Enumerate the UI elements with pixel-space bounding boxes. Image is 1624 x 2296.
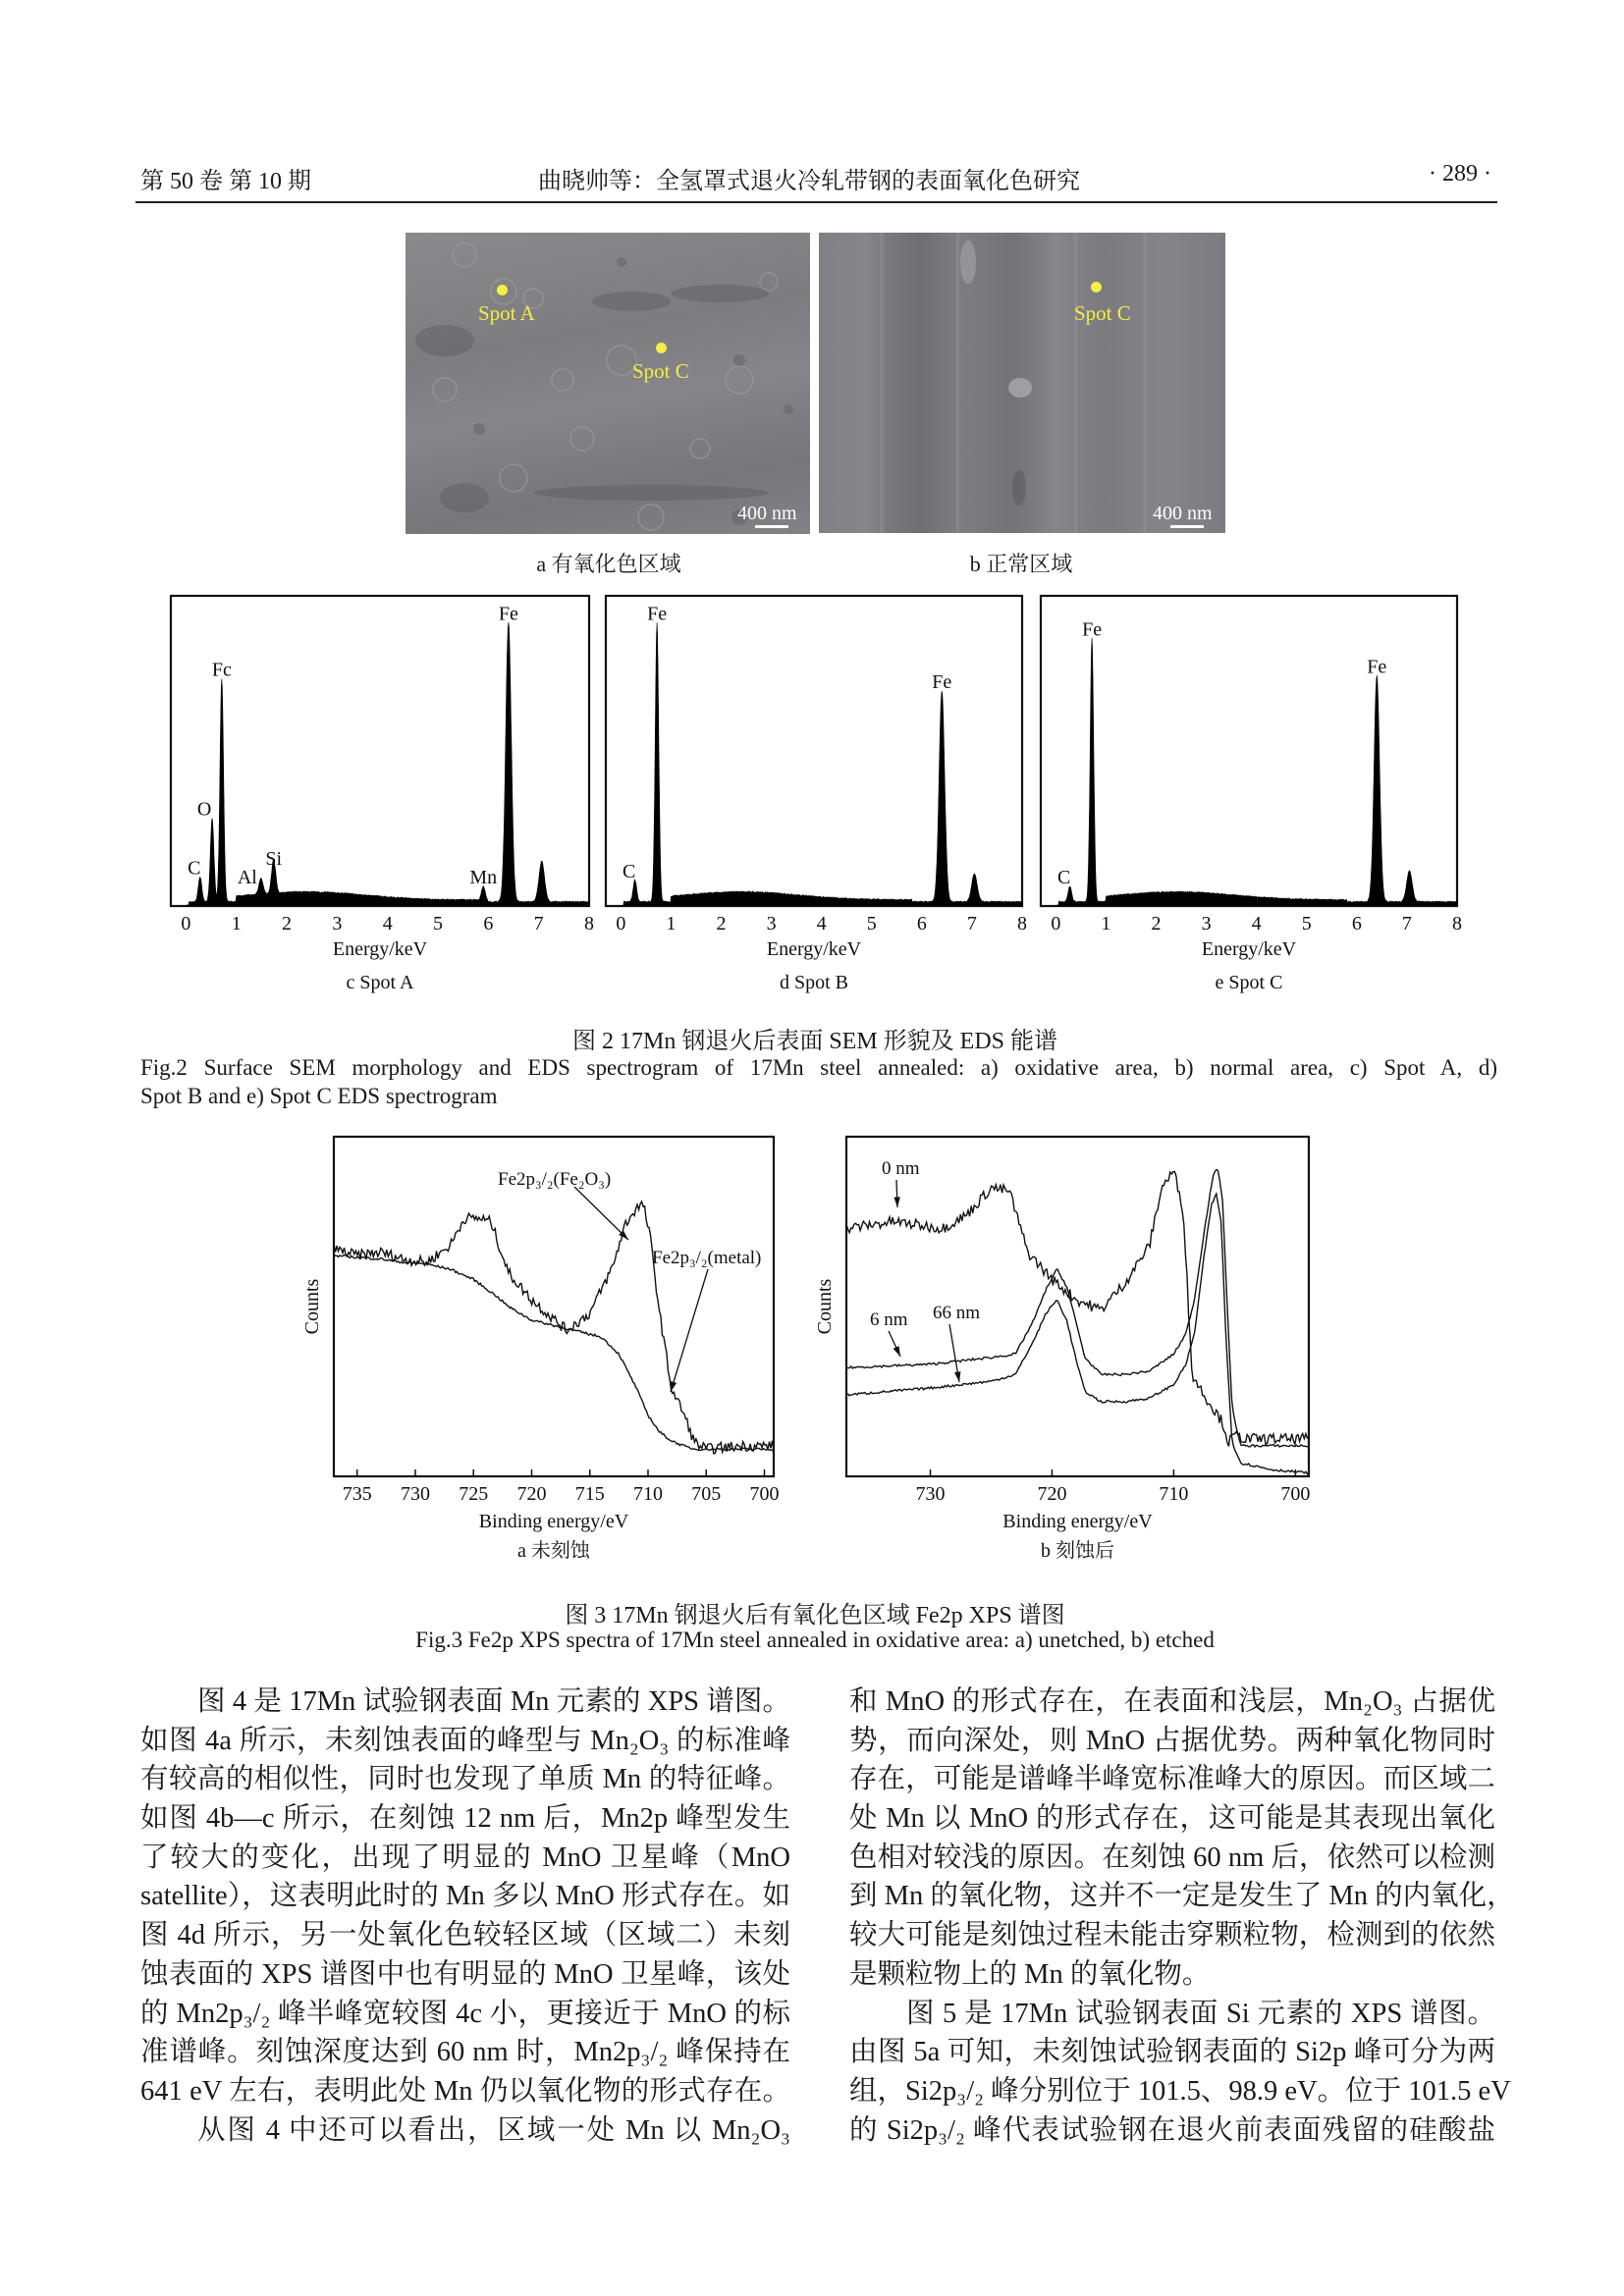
series-line-66-nm xyxy=(846,1194,1309,1474)
body-line: 和 MnO 的形式存在，在表面和浅层，Mn₂O₃ 占据优 xyxy=(849,1686,1495,1717)
body-line: 图 4 是 17Mn 试验钢表面 Mn 元素的 XPS 谱图。 xyxy=(197,1686,790,1717)
x-tick-label: 720 xyxy=(516,1483,547,1505)
body-line: 势，而向深处，则 MnO 占据优势。两种氧化物同时 xyxy=(849,1725,1495,1756)
plot-frame xyxy=(171,596,589,906)
peak-label: Fe xyxy=(498,603,518,625)
arrow-head xyxy=(893,1197,899,1207)
peak-label: C xyxy=(1056,867,1071,889)
x-tick-label: 700 xyxy=(749,1483,780,1505)
spectrum-area xyxy=(1056,638,1457,906)
x-tick-label: 4 xyxy=(816,913,827,934)
x-tick-label: 720 xyxy=(1037,1483,1067,1505)
body-line: 从图 4 中还可以看出，区域一处 Mn 以 Mn₂O₃ xyxy=(197,2114,790,2146)
x-tick-label: 0 xyxy=(1051,913,1061,934)
x-tick-label: 0 xyxy=(616,913,626,934)
body-line: 的 Si2p₃/₂ 峰代表试验钢在退火前表面残留的硅酸盐 xyxy=(849,2114,1495,2146)
x-tick-label: 730 xyxy=(400,1483,430,1505)
x-tick-label: 715 xyxy=(574,1483,605,1505)
series-line-raw xyxy=(334,1201,774,1454)
annotation-label-66nm: 66 nm xyxy=(933,1303,981,1323)
body-line: 组，Si2p₃/₂ 峰分别位于 101.5、98.9 eV。位于 101.5 eV xyxy=(849,2075,1511,2107)
annotation-label-fe2o3: Fe2p₃/₂(Fe₂O₃) xyxy=(498,1169,612,1190)
scale-bar-label: 400 nm xyxy=(737,503,797,524)
peak-label: C xyxy=(188,857,201,880)
series-line-0-nm xyxy=(846,1172,1309,1447)
page-number: · 289 · xyxy=(1429,161,1491,187)
x-tick-label: 730 xyxy=(915,1483,946,1505)
peak-label: Al xyxy=(237,867,257,889)
body-line: 较大可能是刻蚀过程未能击穿颗粒物，检测到的依然 xyxy=(849,1920,1495,1951)
figure2-caption-en-line2: Spot B and e) Spot C EDS spectrogram xyxy=(140,1084,498,1108)
x-axis-label: Binding energy/eV xyxy=(1002,1511,1153,1532)
x-tick-label: 7 xyxy=(966,913,977,934)
arrow-head xyxy=(893,1346,900,1357)
chart-caption: d Spot B xyxy=(779,972,849,993)
annotation-label-6nm: 6 nm xyxy=(870,1309,908,1330)
y-axis-label: Counts xyxy=(814,1278,836,1335)
x-tick-label: 3 xyxy=(332,913,343,934)
plot-frame xyxy=(606,596,1022,906)
eds-c-chart xyxy=(171,596,594,993)
chart-caption: b 刻蚀后 xyxy=(1041,1540,1114,1562)
figure3-caption-en: Fig.3 Fe2p XPS spectra of 17Mn steel annealed in oxidative area: a) unetched, b) etched xyxy=(415,1628,1215,1652)
series-line-6-nm xyxy=(846,1170,1309,1448)
spot-b-label: Spot C xyxy=(632,359,689,383)
spot-a-label: Spot A xyxy=(478,301,535,325)
x-tick-label: 5 xyxy=(433,913,444,934)
chart-caption: e Spot C xyxy=(1215,972,1283,993)
x-tick-label: 6 xyxy=(916,913,927,934)
running-title: 曲晓帅等：全氢罩式退火冷轧带钢的表面氧化色研究 xyxy=(538,169,1080,194)
body-line: 是颗粒物上的 Mn 的氧化物。 xyxy=(849,1958,1211,1990)
peak-label: Si xyxy=(265,848,283,871)
x-tick-label: 8 xyxy=(1452,913,1462,934)
x-tick-label: 700 xyxy=(1280,1483,1311,1505)
arrow-head xyxy=(954,1371,960,1382)
x-axis-label: Binding energy/eV xyxy=(478,1511,629,1532)
annotation-arrow xyxy=(671,1269,708,1392)
peak-label: Fe xyxy=(932,671,952,694)
peak-label: Fe xyxy=(1082,618,1103,641)
peak-label: Fe xyxy=(647,603,668,625)
sem-caption-a: a 有氧化色区域 xyxy=(536,552,681,576)
x-tick-label: 735 xyxy=(342,1483,372,1505)
spectrum-area xyxy=(186,622,589,906)
x-tick-label: 1 xyxy=(231,913,242,934)
x-tick-label: 3 xyxy=(766,913,777,934)
y-axis-label: Counts xyxy=(301,1278,323,1335)
x-axis-label: Energy/keV xyxy=(1201,938,1297,960)
peak-label: Fc xyxy=(211,659,232,681)
body-line: 由图 5a 可知，未刻蚀试验钢表面的 Si2p 峰可分为两 xyxy=(849,2037,1495,2068)
annotation-label-0nm: 0 nm xyxy=(882,1158,920,1179)
x-tick-label: 710 xyxy=(1159,1483,1189,1505)
body-column-left xyxy=(140,1682,790,2150)
xps-b-chart xyxy=(814,1137,1310,1562)
body-line: 蚀表面的 XPS 谱图中也有明显的 MnO 卫星峰，该处 xyxy=(140,1958,790,1990)
x-tick-label: 705 xyxy=(691,1483,722,1505)
x-tick-label: 2 xyxy=(282,913,293,934)
x-tick-label: 4 xyxy=(382,913,393,934)
x-tick-label: 8 xyxy=(1017,913,1027,934)
journal-volume-issue: 第 50 卷 第 10 期 xyxy=(140,169,311,194)
x-axis-label: Energy/keV xyxy=(766,938,862,960)
x-tick-label: 4 xyxy=(1251,913,1262,934)
x-tick-label: 2 xyxy=(1151,913,1162,934)
arrow-head xyxy=(671,1381,677,1392)
plot-frame xyxy=(1041,596,1457,906)
peak-label: C xyxy=(622,860,636,882)
annotation-arrow xyxy=(574,1187,628,1240)
x-tick-label: 3 xyxy=(1201,913,1212,934)
x-tick-label: 8 xyxy=(584,913,594,934)
figure3-caption-cn: 图 3 17Mn 钢退火后有氧化色区域 Fe2p XPS 谱图 xyxy=(565,1603,1065,1629)
body-line: 准谱峰。刻蚀深度达到 60 nm 时，Mn2p₃/₂ 峰保持在 xyxy=(140,2037,790,2068)
x-tick-label: 1 xyxy=(1101,913,1111,934)
chart-caption: c Spot A xyxy=(346,972,414,993)
x-tick-label: 6 xyxy=(483,913,494,934)
body-line: 图 4d 所示，另一处氧化色较轻区域（区域二）未刻 xyxy=(140,1920,790,1951)
xps-a-chart xyxy=(301,1137,780,1562)
body-line: 色相对较浅的原因。在刻蚀 60 nm 后，依然可以检测 xyxy=(849,1842,1495,1873)
body-column-right xyxy=(849,1682,1515,2150)
peak-label: Mn xyxy=(469,867,498,889)
x-tick-label: 710 xyxy=(633,1483,663,1505)
series-line-background xyxy=(334,1255,774,1450)
x-tick-label: 6 xyxy=(1351,913,1362,934)
scale-bar-label: 400 nm xyxy=(1153,503,1213,524)
x-tick-label: 2 xyxy=(716,913,727,934)
x-tick-label: 5 xyxy=(1301,913,1312,934)
figure2-caption-en-line1: Fig.2 Surface SEM morphology and EDS spectrogram of 17Mn steel annealed: a) oxidative area, b) normal area, c) Spot A, d) xyxy=(140,1055,1497,1080)
x-tick-label: 0 xyxy=(181,913,191,934)
body-line: 处 Mn 以 MnO 的形式存在，这可能是其表现出氧化 xyxy=(849,1803,1495,1835)
body-line: 有较高的相似性，同时也发现了单质 Mn 的特征峰。 xyxy=(140,1764,790,1795)
spectrum-area xyxy=(621,622,1022,906)
body-line: 的 Mn2p₃/₂ 峰半峰宽较图 4c 小，更接近于 MnO 的标 xyxy=(140,1998,790,2029)
body-line: 了较大的变化，出现了明显的 MnO 卫星峰（MnO xyxy=(140,1842,790,1873)
x-tick-label: 7 xyxy=(1401,913,1412,934)
body-line: 如图 4a 所示，未刻蚀表面的峰型与 Mn₂O₃ 的标准峰 xyxy=(140,1725,790,1756)
chart-caption: a 未刻蚀 xyxy=(517,1540,590,1562)
eds-d-chart xyxy=(606,596,1027,993)
plot-frame xyxy=(846,1137,1309,1476)
body-line: 图 5 是 17Mn 试验钢表面 Si 元素的 XPS 谱图。 xyxy=(906,1998,1495,2029)
x-tick-label: 7 xyxy=(533,913,544,934)
x-tick-label: 725 xyxy=(459,1483,489,1505)
spot-c-label: Spot C xyxy=(1074,301,1131,325)
eds-e-chart xyxy=(1041,596,1462,993)
annotation-label-metal: Fe2p₃/₂(metal) xyxy=(652,1248,762,1268)
body-line: 存在，可能是谱峰半峰宽标准峰大的原因。而区域二 xyxy=(849,1764,1495,1795)
figure2-caption-en xyxy=(140,1053,1497,1110)
peak-label: O xyxy=(196,798,212,821)
body-line: 641 eV 左右，表明此处 Mn 仍以氧化物的形式存在。 xyxy=(140,2075,790,2107)
body-line: satellite），这表明此时的 Mn 多以 MnO 形式存在。如 xyxy=(140,1881,790,1912)
x-tick-label: 5 xyxy=(866,913,877,934)
x-axis-label: Energy/keV xyxy=(332,938,428,960)
x-tick-label: 1 xyxy=(666,913,677,934)
body-line: 如图 4b—c 所示，在刻蚀 12 nm 后，Mn2p 峰型发生 xyxy=(140,1803,790,1835)
sem-caption-b: b 正常区域 xyxy=(969,552,1073,576)
peak-label: Fe xyxy=(1367,656,1387,678)
figure2-caption-cn: 图 2 17Mn 钢退火后表面 SEM 形貌及 EDS 能谱 xyxy=(571,1029,1058,1054)
body-line: 到 Mn 的氧化物，这并不一定是发生了 Mn 的内氧化， xyxy=(849,1881,1515,1912)
